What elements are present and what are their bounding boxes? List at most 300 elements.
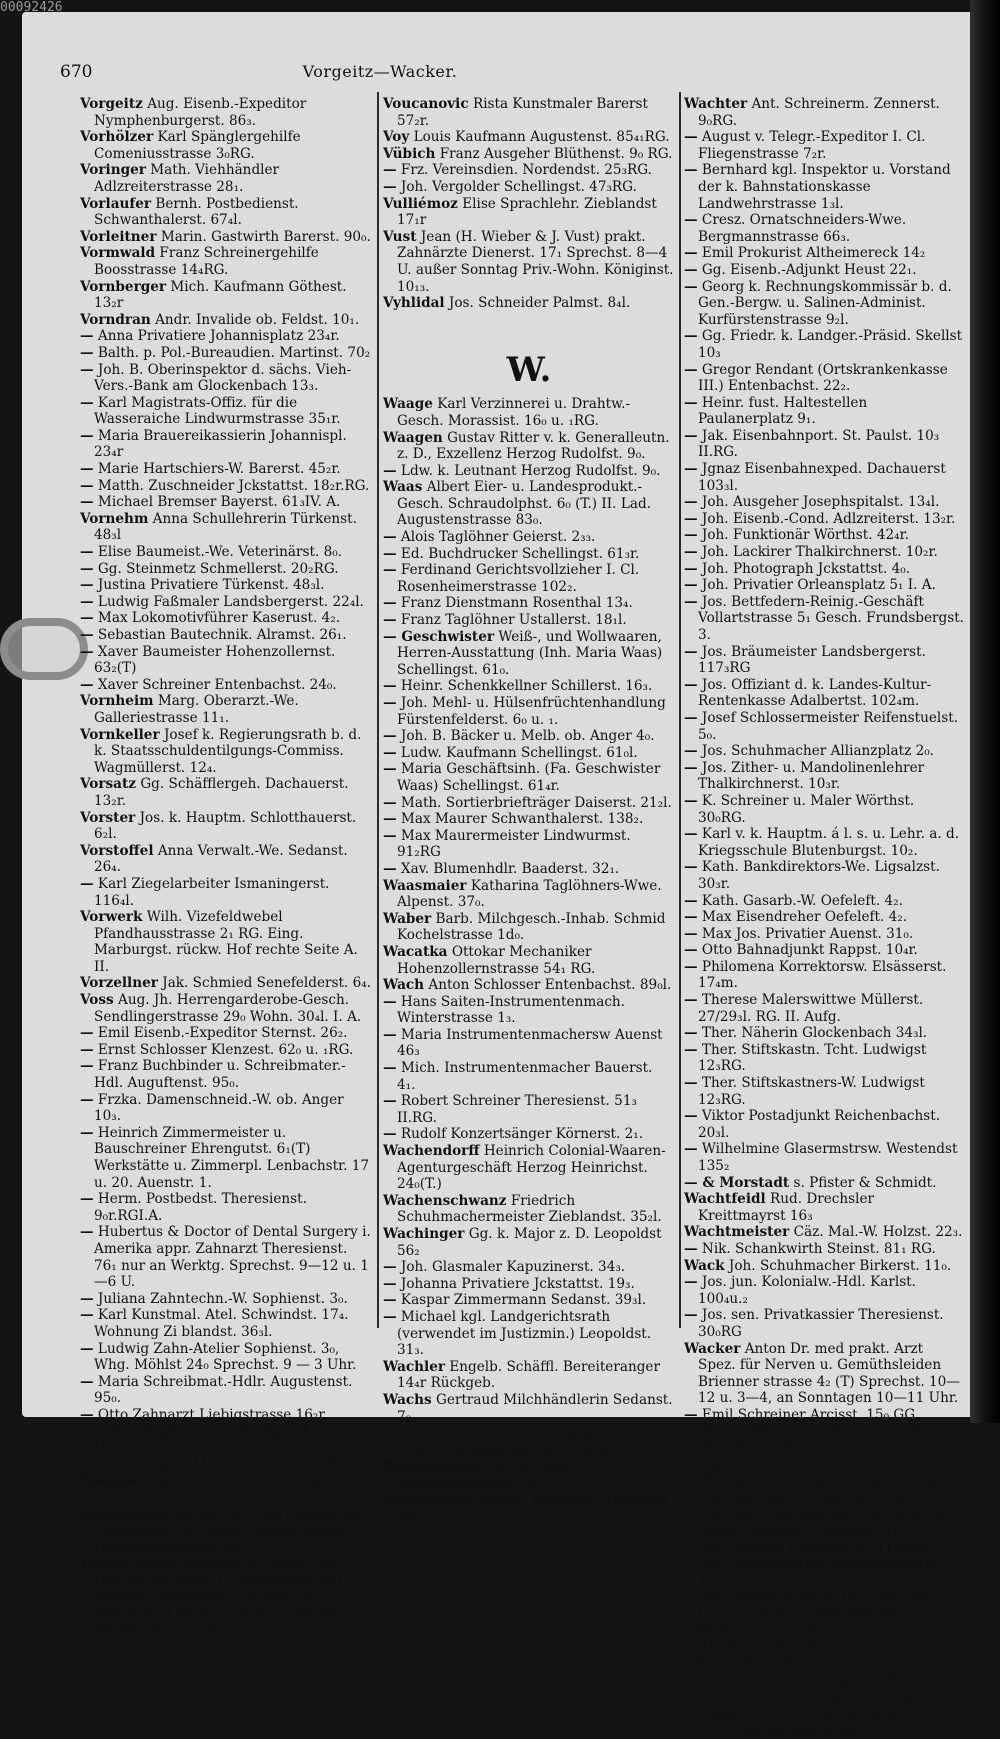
directory-entry (684, 428, 964, 461)
entry-details: Ther. Schuhmacherswe. Kohlst 1₃₄. (400, 1441, 643, 1458)
entry-details: Franz Dienstmann Rosenthal 13₄. (400, 595, 633, 612)
directory-entry (383, 811, 675, 828)
directory-entry (684, 1075, 964, 1108)
entry-surname: — (383, 1060, 397, 1077)
entry-surname: — (684, 1523, 698, 1540)
directory-entry (383, 430, 675, 463)
entry-surname: — (684, 1489, 698, 1506)
directory-entry (80, 196, 373, 229)
entry-surname: — (383, 744, 397, 761)
directory-entry (684, 96, 964, 129)
directory-entry (383, 1359, 675, 1392)
directory-entry (80, 1224, 373, 1290)
entry-surname: — (684, 510, 698, 527)
entry-surname: — (383, 562, 397, 579)
entry-surname: — (80, 1091, 94, 1108)
entry-surname: — (80, 328, 94, 345)
directory-entry (684, 594, 964, 644)
entry-surname: — (80, 577, 94, 594)
section-letter: W. (506, 349, 552, 390)
entry-details: Barb. Milchgesch.-Inhab. Schmid Kochelstrasse 1d₀. (397, 910, 666, 944)
directory-entry (383, 678, 675, 695)
entry-surname: — (80, 361, 94, 378)
directory-entry (684, 544, 964, 561)
directory-entry (383, 546, 675, 563)
entry-surname: — (383, 794, 397, 811)
entry-details: Jos. jun. Kolonialw.-Hdl. Karlst. 100₄u.₂ (698, 1274, 916, 1307)
entry-details: Karl Verzinnerei u. Drahtw.-Gesch. Morassist. 16₀ u. ₁RG. (397, 396, 631, 429)
entry-surname: — (684, 328, 698, 345)
entry-surname: — (684, 560, 698, 577)
entry-surname: — (684, 1075, 698, 1092)
entry-surname: — (80, 1373, 94, 1390)
entry-surname: — (80, 1025, 94, 1042)
entry-surname: Vormwald (80, 245, 156, 262)
entry-surname: — (80, 344, 94, 361)
entry-surname: — (383, 1275, 397, 1292)
directory-entry (684, 1258, 964, 1275)
directory-entry (383, 612, 675, 629)
column-rule (679, 92, 681, 1328)
entry-surname: Waas (383, 479, 423, 496)
entry-details: Joh. Privatier Orleansplatz 5₁ I. A. (701, 577, 936, 594)
entry-surname: — (383, 827, 397, 844)
entry-details: Joh. Heinrich Inh d. Fa. J. M. Lutz Creme-Lacke u. Wichsefabrik Radlsteg 2₀ u. ₂(T) (698, 1589, 934, 1639)
entry-details: Johanna Privatiere Jckstattst. 19₃. (400, 1275, 635, 1292)
entry-surname: Wachler (383, 1358, 446, 1375)
entry-surname: — (383, 1026, 397, 1043)
directory-entry (80, 494, 373, 511)
directory-entry (684, 212, 964, 245)
entry-surname: Vorzellner (80, 975, 158, 992)
directory-entry (383, 728, 675, 745)
entry-surname: — (383, 1425, 397, 1442)
column-rule (377, 92, 379, 1328)
entry-surname: — (684, 909, 698, 926)
directory-entry (80, 644, 373, 677)
entry-details: Joh. Steinmetz Schmellerstrasse 24₃. (397, 1458, 586, 1491)
directory-entry (80, 312, 373, 329)
entry-details: Ther. Stiftskastners-W. Ludwigst 12₃RG. (698, 1075, 925, 1108)
directory-entry (383, 1492, 675, 1525)
entry-details: Heinr. Schenkkellner Schillerst. 16₃. (400, 678, 653, 695)
entry-details: Frzka. Damenschneid.-W. ob. Anger 10₃. (94, 1091, 344, 1125)
entry-surname: — (383, 728, 397, 745)
entry-surname: — (80, 610, 94, 627)
entry-details: Karl Magistrats-Offiz. für die Wasseraiche Lindwurmstrasse 35₁r. (94, 394, 341, 428)
entry-details: Wilhelmine Glasermstrsw. Westendst 135₂ (698, 1141, 958, 1174)
entry-details: Xav. Blumenhdlr. Baaderst. 32₁. (400, 860, 620, 877)
entry-details: Elise Baumeist.-We. Veterinärst. 8₀. (97, 544, 342, 561)
entry-details: Karl Spänglergehilfe Comeniusstrasse 3₀RG. (94, 129, 301, 162)
directory-entry (383, 1442, 675, 1459)
entry-details: Franz Schreinergehilfe Boosstrasse 14₄RG. (94, 245, 319, 278)
directory-entry (684, 561, 964, 578)
entry-details: Friedrich Schuhmachermeister Zieblandst. 35₂l. (397, 1192, 662, 1226)
entry-surname: — (80, 1224, 94, 1241)
directory-entry (684, 262, 964, 279)
entry-details: Marie Hartschiers-W. Barerst. 45₂r. (97, 461, 341, 478)
entry-surname: Vyhlidal (383, 295, 445, 312)
directory-entry (684, 1042, 964, 1075)
entry-surname: — (383, 761, 397, 778)
entry-surname: Vornheim (80, 693, 154, 710)
book-spine (970, 0, 1000, 1423)
entry-details: Joh. B. Oberinspektor d. sächs. Vieh-Vers.-Bank am Glockenbach 13₃. (94, 361, 352, 395)
directory-entry (80, 1473, 373, 1506)
entry-details: Josef k. Regierungsrath b. d. k. Staatsschuldentilgungs-Commiss. Wagmüllerst. 12₄. (94, 726, 362, 776)
directory-entry (383, 761, 675, 794)
entry-surname: — (684, 1539, 698, 1556)
directory-column-2 (383, 96, 675, 1525)
entry-surname: — (383, 178, 397, 195)
entry-details: Ant. Schreinerm. Zennerst. 9₀RG. (698, 96, 940, 129)
entry-details: Mich. Instrumentenmacher Bauerst. 4₁. (397, 1060, 653, 1093)
entry-details: Cäz. Mal.-W. Holzst. 22₃. (793, 1224, 963, 1241)
directory-entry (684, 1540, 964, 1557)
entry-surname: — (383, 1441, 397, 1458)
directory-entry (684, 644, 964, 677)
entry-details: Justina Privatiere Türkenst. 48₃l. (97, 577, 325, 594)
directory-entry (383, 479, 675, 529)
entry-surname: — (684, 643, 698, 660)
entry-details: Joh. Lackirer Thalkirchnerst. 10₂r. (701, 544, 938, 561)
entry-surname: — (684, 1406, 698, 1423)
directory-entry (684, 1506, 964, 1523)
directory-entry (383, 1276, 675, 1293)
entry-surname: Waasmaier (383, 877, 467, 894)
entry-surname: Waagen (383, 429, 443, 446)
directory-entry (684, 511, 964, 528)
entry-surname: — (80, 427, 94, 444)
directory-entry (684, 793, 964, 826)
entry-surname: — (383, 529, 397, 546)
entry-surname: — (684, 892, 698, 909)
entry-surname: — (684, 427, 698, 444)
entry-surname: — (684, 361, 698, 378)
entry-details: Philomena Korrektorsw. Elsässerst. 17₄m. (698, 958, 947, 992)
directory-entry (684, 1639, 964, 1739)
entry-details: Rud. Drechsler Kreittmayrst 16₃ (698, 1191, 875, 1224)
directory-entry (684, 710, 964, 743)
entry-details: Ferdinand Gerichtsvollzieher I. Cl. Rosenheimerstrasse 102₂. (397, 562, 640, 595)
directory-entry (383, 146, 675, 163)
directory-entry (80, 677, 373, 694)
entry-details: Anna Verwalt.-We. Sedanst. 26₄. (94, 842, 348, 876)
entry-surname: — (684, 1639, 698, 1656)
entry-details: Joh. B. Bäcker u. Melb. ob. Anger 4₀. (400, 728, 655, 745)
entry-details: Anna Schullehrerin Türkenst. 48₃l (94, 510, 357, 544)
directory-entry (383, 1143, 675, 1193)
entry-details: Mich. Kaufmann Göthest. 13₂r (94, 278, 347, 312)
entry-surname: — (80, 1191, 94, 1208)
entry-surname: Vosseler (80, 1473, 144, 1490)
running-title: Vorgeitz—Wacker. (302, 62, 458, 81)
directory-entry (80, 1307, 373, 1340)
entry-details: Karl Ziegelarbeiter Ismaningerst. 116₄l. (94, 875, 330, 909)
entry-surname: Vorwerk (80, 909, 143, 926)
entry-details: Kath. Gasarb.-W. Oefeleft. 4₂. (701, 892, 903, 909)
directory-entry (383, 196, 675, 229)
directory-entry (383, 1226, 675, 1259)
entry-details: Jos. sen. Privatkassier Theresienst. 30₀RG (698, 1307, 944, 1340)
entry-surname: — (684, 1274, 698, 1291)
entry-details: Franz Taglöhner Ustallerst. 18₁l. (400, 612, 627, 629)
entry-details: Jgnaz Eisenbahnexped. Dachauerst 103₃l. (698, 461, 946, 494)
entry-surname: — (684, 278, 698, 295)
entry-details: Math. Sortierbriefträger Daiserst. 21₂l. (400, 794, 672, 811)
entry-details: Jos. Zither- u. Mandolinenlehrer Thalkirchnerst. 10₃r. (698, 759, 925, 793)
entry-details: Maria Instrumentenmachersw Auenst 46₃ (397, 1026, 663, 1060)
entry-details: Anton Dr. med prakt. Arzt Spez. für Nerven u. Gemüthsleiden Brienner strasse 4₂ (T) Sprechst. 10—12 u. 3—4, an Sonntagen 10—11 Uhr. (698, 1340, 960, 1407)
directory-column-3 (684, 96, 964, 1739)
directory-entry (383, 295, 675, 312)
entry-details: Frz. X. Maschinist Brudermühlst. 7₁. (701, 1423, 955, 1440)
directory-entry (383, 179, 675, 196)
entry-details: Jos. Schneider Palmst. 8₄l. (448, 295, 631, 312)
entry-surname: — (383, 162, 397, 179)
entry-details: Heinrich Zimmermeister u. Bauschreiner Ehrengutst. 6₁(T) Werkstätte u. Zimmerpl. Lenbachstr. 17 u. 20. Auenstr. 1. (94, 1124, 370, 1191)
directory-entry (684, 859, 964, 892)
entry-surname: Waage (383, 396, 433, 413)
entry-details: Ludw. Kaufmann Schellingst. 61₀l. (400, 744, 638, 761)
directory-entry (80, 1092, 373, 1125)
directory-entry (80, 1457, 373, 1474)
directory-entry (80, 876, 373, 909)
entry-details: Marin. Gastwirth Barerst. 90₀. (160, 228, 371, 245)
entry-details: Jos. Offiziant d. k. Landes-Kultur-Rentenkasse Adalbertst. 102₄m. (698, 676, 932, 710)
entry-surname: — (684, 759, 698, 776)
directory-entry (383, 695, 675, 728)
directory-entry (684, 1490, 964, 1507)
directory-entry (383, 1093, 675, 1126)
entry-details: Bernh. Postbedienst. Schwanthalerst. 67₄l. (94, 195, 299, 229)
directory-entry (684, 926, 964, 943)
entry-surname: — (383, 1126, 397, 1143)
entry-details: Elise Sprachlehr. Zieblandst 17₁r (397, 195, 657, 229)
entry-surname: Wachslander (383, 1458, 481, 1475)
entry-details: Wilh. Vizefeldwebel Pfandhausstrasse 2₁ RG. Eing. Marburgst. rückw. Hof rechte Seite A. II. (94, 909, 358, 975)
directory-entry (684, 527, 964, 544)
directory-column-1 (80, 96, 373, 1639)
directory-entry (80, 478, 373, 495)
directory-entry (383, 828, 675, 861)
entry-details: Heinr. fust. Haltestellen Paulanerplatz 9₁. (698, 394, 868, 428)
entry-details: Max Eisendreher Oefeleft. 4₂. (701, 909, 908, 926)
entry-details: Louis Kaufmann Augustenst. 85₄₁RG. (413, 129, 670, 146)
directory-entry (383, 162, 675, 179)
entry-details: Robert Schreiner Theresienst. 51₃ II.RG. (397, 1093, 637, 1126)
entry-details: Otto Zahnarzt Liebigstrasse 16₂r. Atelier Sophienst. 3₀(T.) Sprechst. 9—4 Uhr. (94, 1406, 364, 1457)
directory-entry (383, 463, 675, 480)
entry-details: Herm. Postbedst. Theresienst. 9₀r.RGI.A. (94, 1191, 307, 1224)
entry-details: Joh. Schuhmacher Birkerst. 11₀. (728, 1257, 952, 1274)
entry-details: Frz. Vereinsdien. Nordendst. 25₃RG. (400, 162, 652, 179)
entry-details: Xaver Baumeister Hohenzollernst. 63₂(T) (94, 643, 336, 677)
entry-details: Jak. Eisenbahnport. St. Paulst. 10₃ II.RG. (698, 427, 940, 461)
entry-details: Gustav Ritter v. k. Generalleutn. z. D., Exzellenz Herzog Rudolfst. 9₀. (397, 429, 670, 463)
entry-details: Max Lokomotivführer Kaserust. 4₂. (97, 610, 341, 627)
entry-details: Alois Taglöhner Geierst. 2₃₃. (400, 529, 596, 546)
directory-entry (383, 1193, 675, 1226)
entry-surname: — (80, 875, 94, 892)
entry-details: Joh. Vergolder Schellingst. 47₃RG. (400, 178, 637, 195)
directory-entry (383, 1392, 675, 1425)
directory-entry (80, 511, 373, 544)
directory-entry (80, 810, 373, 843)
directory-entry (684, 1341, 964, 1407)
entry-surname: Wachtmeister (684, 1224, 790, 1241)
entry-details: Heinrich Colonial-Waaren-Agenturgeschäft Herzog Heinrichst. 24₀(T.) (397, 1143, 666, 1193)
entry-details: Engelb. Schäffl. Bereiteranger 14₄r Rückgeb. (397, 1358, 660, 1392)
entry-surname: Vosselmann (80, 1506, 171, 1523)
entry-details: Gg. Steinmetz Schmellerst. 20₂RG. (97, 560, 339, 577)
entry-surname: Vornkeller (80, 726, 160, 743)
entry-details: Max Maurermeister Lindwurmst. 91₂RG (397, 827, 631, 861)
directory-entry (80, 395, 373, 428)
entry-surname: — (684, 162, 698, 179)
entry-details: Gg. Schäfflergeh. Dachauerst. 13₂r. (94, 776, 349, 809)
directory-entry (80, 1291, 373, 1308)
entry-surname: — (684, 1556, 698, 1573)
entry-details: Wilh. Elektro-Monteur Ridlerst. 38₄l. (97, 1456, 352, 1473)
directory-entry (383, 1126, 675, 1143)
entry-details: Aug. Jh. Herrengarderobe-Gesch. Sendlingerstrasse 29₀ Wohn. 30₄l. I. A. (94, 992, 362, 1025)
directory-entry (684, 942, 964, 959)
entry-surname: Wachenschwanz (383, 1192, 507, 1209)
entry-details: Jean (H. Wieber & J. Vust) prakt. Zahnärzte Dienerst. 17₁ Sprechst. 8—4 U. außer Sonntag Priv.-Wohn. Königinst. 10₁₃. (397, 228, 674, 295)
directory-entry (684, 279, 964, 329)
entry-details: Ludwig Faßmaler Landsbergerst. 22₄l. (97, 593, 364, 610)
entry-details: Emil Prokurist Altheimereck 14₂ (701, 245, 926, 262)
entry-details: Jakob Baumstr. Herzogst. 91₂ (T.) (701, 1523, 932, 1540)
directory-entry (684, 826, 964, 859)
directory-entry (684, 1440, 964, 1473)
entry-details: Emil Eisenb.-Expeditor Sternst. 26₂. (97, 1025, 348, 1042)
entry-details: Gregor Rendant (Ortskrankenkasse III.) Entenbachst. 22₂. (698, 361, 948, 395)
entry-details: Math. Viehhändler Adlzreiterstrasse 28₁. (94, 162, 280, 195)
entry-details: Anna Privatiere Johannisplatz 23₄r. (97, 328, 340, 345)
directory-entry (80, 843, 373, 876)
directory-entry (684, 1424, 964, 1441)
entry-surname: — (80, 1340, 94, 1357)
entry-details: Maxim. Kunstmal. Herzogst 36₃ (397, 1491, 669, 1525)
directory-entry (80, 992, 373, 1025)
directory-entry (684, 1307, 964, 1340)
directory-entry (684, 245, 964, 262)
directory-entry (684, 992, 964, 1025)
directory-entry (80, 96, 373, 129)
entry-surname: Wachs (383, 1391, 432, 1408)
directory-entry (383, 944, 675, 977)
directory-entry (80, 1506, 373, 1556)
entry-surname: — (80, 627, 94, 643)
entry-details: Cresz. Ornatschneiders-Wwe. Bergmannstrasse 66₃. (698, 212, 907, 245)
entry-surname: — (383, 1259, 397, 1276)
entry-surname: — (383, 993, 397, 1010)
entry-details: Max Maurer Schwanthalerst. 138₂. (400, 811, 644, 828)
directory-entry (684, 1523, 964, 1540)
entry-surname: — (684, 261, 698, 278)
entry-details: Ther. Stiftskastn. Tcht. Ludwigst 12₃RG. (698, 1041, 927, 1075)
entry-surname: — (684, 593, 698, 610)
directory-entry (80, 328, 373, 345)
directory-entry (383, 96, 675, 129)
entry-details: Viktor Postadjunkt Reichenbachst. 20₃l. (698, 1108, 941, 1141)
entry-details: Gg. Maschinist Fleischerst. 4₃. (701, 1489, 914, 1506)
entry-surname: — (80, 461, 94, 478)
entry-surname: — (684, 1025, 698, 1042)
entry-details: Nik. Schankwirth Steinst. 81₁ RG. (701, 1240, 936, 1257)
directory-entry (383, 595, 675, 612)
entry-surname: — (684, 394, 698, 411)
entry-details: Michael kgl. Landgerichtsrath (verwendet im Justizmin.) Leopoldst. 31₃. (397, 1308, 652, 1359)
entry-surname: — (684, 494, 698, 511)
entry-details: Jos. Bettfedern-Reinig.-Geschäft Vollartstrasse 5₁ Gesch. Frundsbergst. 3. (698, 593, 965, 643)
directory-entry (80, 610, 373, 627)
directory-entry (383, 795, 675, 812)
entry-surname: — (80, 1058, 94, 1075)
entry-surname: — (684, 1589, 698, 1606)
directory-entry (80, 1058, 373, 1091)
entry-surname: — (80, 394, 94, 411)
directory-entry (383, 977, 675, 994)
entry-surname: — (383, 462, 397, 479)
entry-details: Gg. k. Major z. D. Leopoldst 56₂ (397, 1226, 662, 1259)
entry-details: Andr. Invalide ob. Feldst. 10₁. (155, 311, 360, 328)
directory-entry (684, 1274, 964, 1307)
entry-surname: — (383, 545, 397, 562)
entry-details: Hans Saiten-Instrumentenmach. Winterstrasse 1₃. (397, 993, 626, 1027)
entry-surname: — (80, 676, 94, 693)
entry-surname: Wacker (684, 1340, 741, 1357)
entry-details: s. Pfister & Schmidt. (793, 1174, 937, 1191)
entry-surname: — (684, 925, 698, 942)
directory-entry (684, 1108, 964, 1141)
entry-surname: — Geschwister (383, 628, 495, 645)
directory-entry (80, 1025, 373, 1042)
entry-details: Maria Geschäftsinh. (Fa. Geschwister Waas) Schellingst. 61₄r. (397, 761, 661, 794)
entry-details: Joh. Photograph Jckstattst. 4₀. (701, 560, 911, 577)
directory-entry (80, 461, 373, 478)
entry-surname: Voringer (80, 162, 146, 179)
entry-details: Rudolf Konzertsänger Körnerst. 2₁. (400, 1126, 644, 1143)
entry-surname: — (383, 1292, 397, 1309)
entry-details: Kaspar Zimmermann Sedanst. 39₃l. (400, 1292, 647, 1309)
entry-details: Anton Schlosser Entenbachst. 89₀l. (428, 977, 672, 994)
directory-entry (684, 1141, 964, 1174)
directory-entry (684, 129, 964, 162)
entry-details: Joh. Ausgeher Josephspitalst. 13₄l. (701, 494, 940, 511)
entry-surname: — (80, 1456, 94, 1473)
directory-entry (80, 909, 373, 975)
entry-surname: — (684, 544, 698, 561)
entry-surname: — (684, 129, 698, 146)
entry-surname: Vorstoffel (80, 842, 154, 859)
entry-surname: — (684, 1307, 698, 1324)
directory-entry (684, 1191, 964, 1224)
directory-entry (383, 1458, 675, 1491)
entry-surname: — (684, 709, 698, 726)
directory-entry (80, 975, 373, 992)
entry-surname: — (684, 992, 698, 1009)
entry-details: Franz Buchbinder u. Schreibmater.-Hdl. Auguftenst. 95₀. (94, 1058, 346, 1092)
directory-entry (80, 544, 373, 561)
entry-surname: — (684, 1240, 698, 1257)
entry-details: Karl stdt. Aufs. Corneliusst 22₂RG (94, 1473, 335, 1506)
directory-entry (684, 1224, 964, 1241)
entry-details: Katharina Cigarrengeschäft Theresienst. 93 Wohn. Milbertshofen Neulerchenfeldst. 16₁. (94, 1506, 368, 1556)
